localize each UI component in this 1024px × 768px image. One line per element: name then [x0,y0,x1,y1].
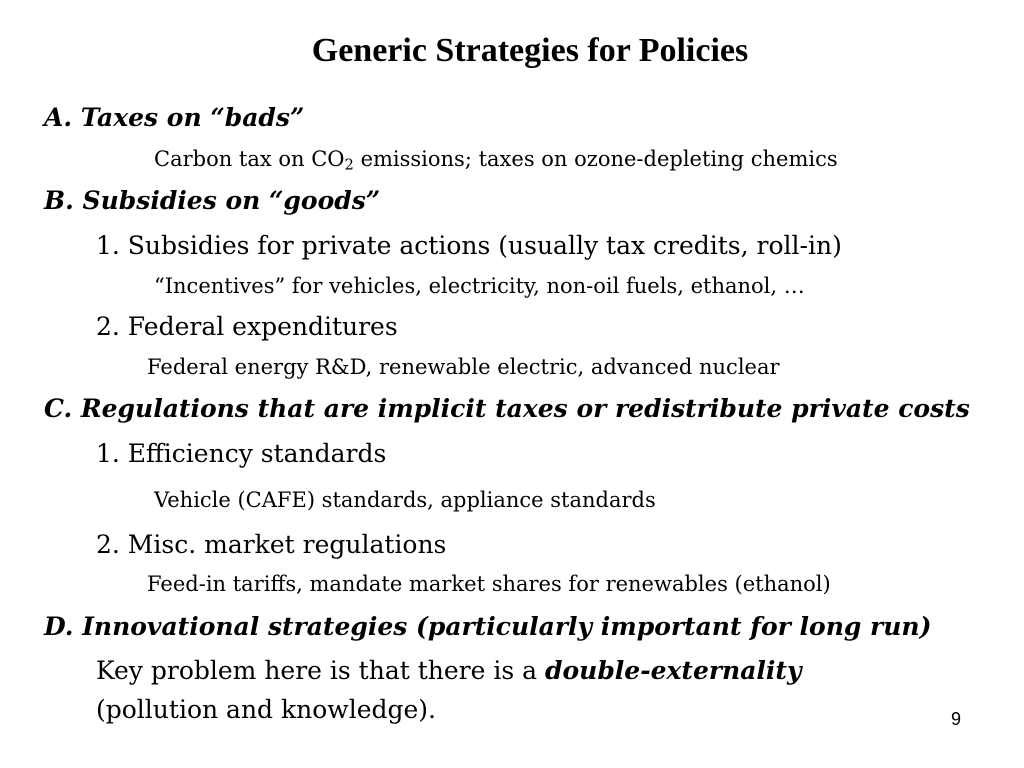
section-d-body-line-2: (pollution and knowledge). [96,695,436,724]
section-a-detail [154,147,838,174]
section-c-item-2-detail: Feed-in tariffs, mandate market shares for renewables (ethanol) [147,572,831,596]
section-d-heading: D. Innovational strategies (particularly important for long run) [44,612,932,641]
section-b-item-2: 2. Federal expenditures [96,312,398,341]
section-d-body-line-1 [96,658,801,683]
slide-title: Generic Strategies for Policies [311,32,749,69]
section-d-body-text: Key problem here is that there is a [96,656,545,685]
section-b-item-2-detail: Federal energy R&D, renewable electric, advanced nuclear [147,355,780,379]
section-c-heading: C. Regulations that are implicit taxes or redistribute private costs [44,394,970,423]
page-number: 9 [951,709,962,729]
section-a-detail-text: Carbon tax on CO [154,147,345,171]
section-a-detail-text-rest: emissions; taxes on ozone-depleting chemics [353,147,838,171]
section-a-heading: A. Taxes on “bads” [44,103,305,132]
section-b-item-1-detail: “Incentives” for vehicles, electricity, non-oil fuels, ethanol, … [154,274,805,298]
section-c-item-1: 1. Efficiency standards [96,439,387,468]
section-c-item-2: 2. Misc. market regulations [96,530,447,559]
co2-subscript: 2 [344,156,354,174]
section-c-item-1-detail: Vehicle (CAFE) standards, appliance standards [154,488,656,512]
double-externality-emphasis: double-externality [545,656,802,685]
section-b-heading: B. Subsidies on “goods” [44,186,381,215]
section-b-item-1: 1. Subsidies for private actions (usually tax credits, roll-in) [96,231,842,260]
